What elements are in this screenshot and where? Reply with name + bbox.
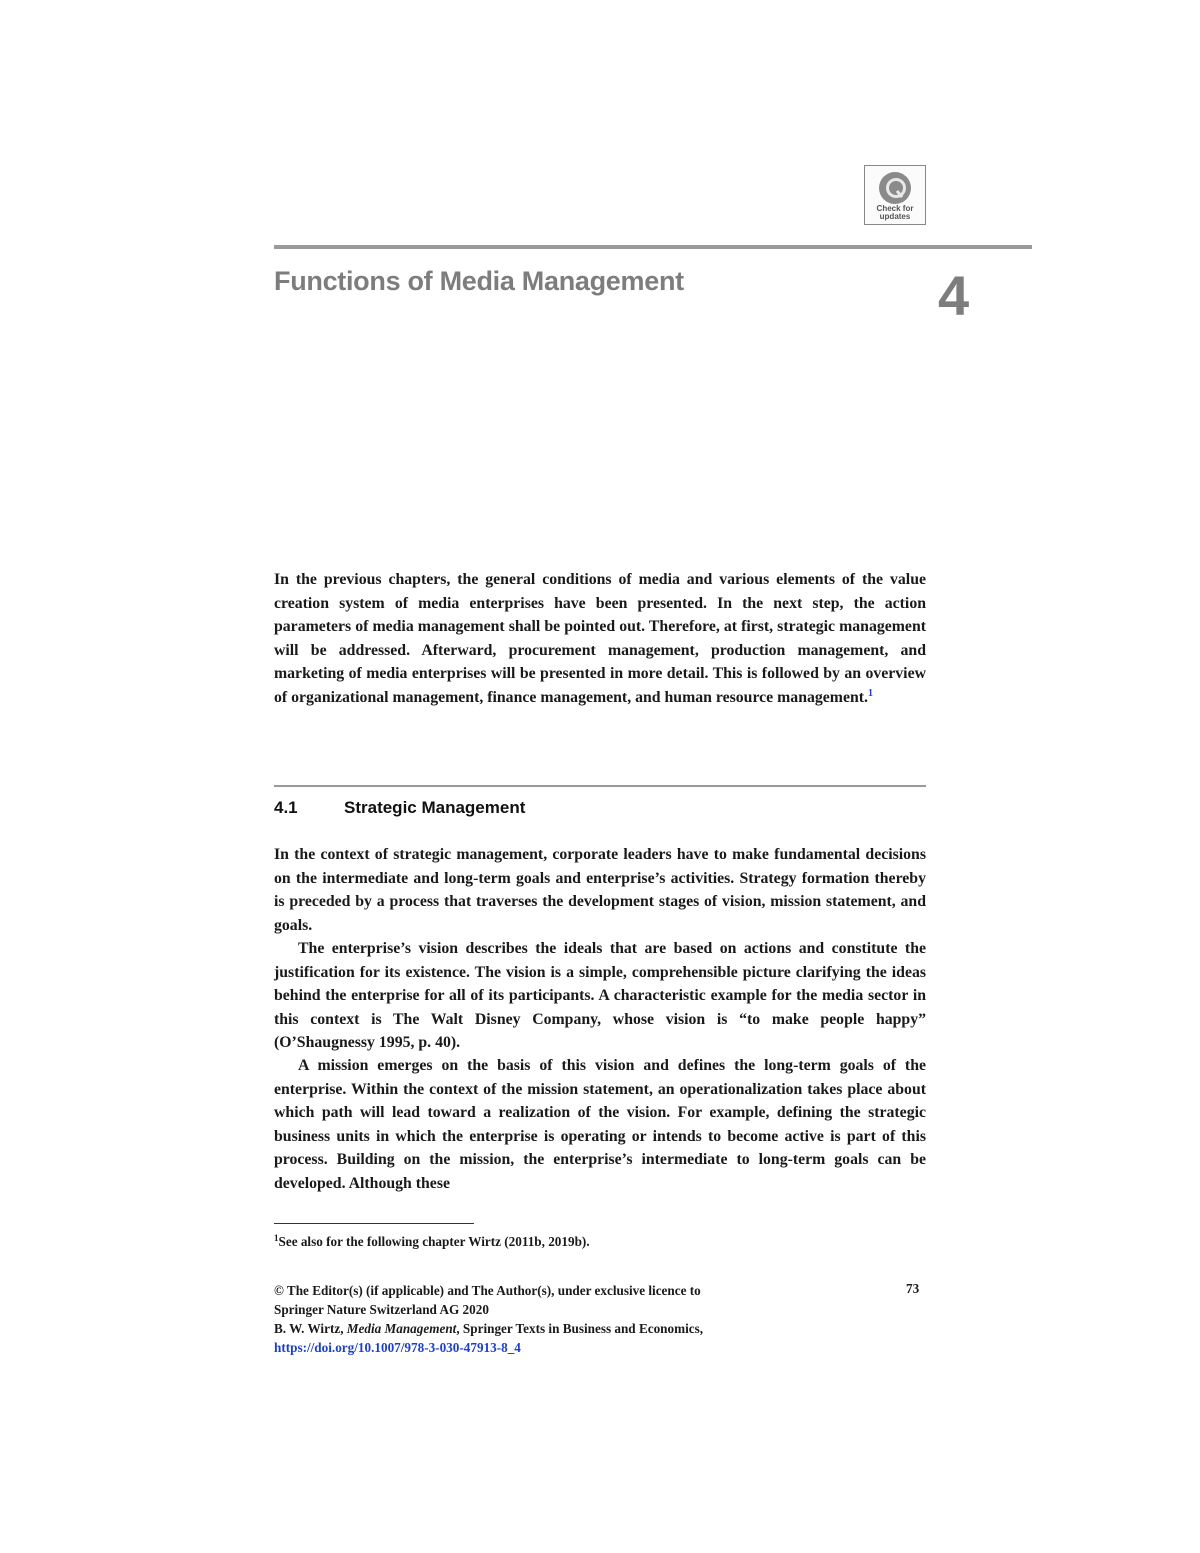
section-rule bbox=[274, 785, 926, 787]
page-number: 73 bbox=[906, 1281, 920, 1296]
footnote bbox=[274, 1234, 590, 1250]
body-paragraph-1: In the context of strategic management, corporate leaders have to make fundamental decisions on the intermediate and long-term goals and enterprise’s activities. Strategy formation thereby is preceded by a process that traverses the development stages of vision, mission statement, and goals. bbox=[274, 846, 926, 934]
chapter-title: Functions of Media Management bbox=[274, 266, 684, 296]
footnote-rule bbox=[274, 1223, 474, 1224]
footnote-reference-link[interactable]: 1 bbox=[867, 687, 873, 699]
footnote-marker: 1 bbox=[274, 1233, 279, 1243]
chapter-top-rule bbox=[274, 245, 1032, 249]
footnote-text: See also for the following chapter Wirtz (2011b, 2019b). bbox=[278, 1234, 590, 1249]
chapter-number: 4 bbox=[938, 264, 970, 327]
copyright-line-2: Springer Nature Switzerland AG 2020 bbox=[274, 1302, 489, 1317]
section-heading bbox=[274, 798, 525, 818]
section-title: Strategic Management bbox=[344, 798, 526, 817]
check-for-updates-icon bbox=[879, 172, 911, 204]
intro-paragraph: In the previous chapters, the general conditions of media and various elements of the value creation system of media enterprises have been presented. In the next step, the action parameters of media management shall be pointed out. Therefore, at first, strategic management will be addressed. Afterward, procurement management, production management, and marketing of media enterprises will be presented in more detail. This is followed by an overview of organizational management, finance management, and human resource management.$^1$ bbox=[274, 571, 926, 706]
section-number: 4.1 bbox=[274, 798, 298, 817]
body-paragraph-2: The enterprise’s vision describes the ideals that are based on actions and constitute the justification for its existence. The vision is a simple, comprehensible picture clarifying the ideas behind the enterprise for all of its participants. A characteristic example for the media sector in this context is The Walt Disney Company, whose vision is “to make people happy” (O’Shaugnessy 1995, p. 40). bbox=[274, 940, 926, 1051]
copyright-block bbox=[274, 1281, 834, 1357]
check-for-updates-badge[interactable] bbox=[864, 165, 926, 225]
citation-line: B. W. Wirtz, Media Management, Springer Texts in Business and Economics, bbox=[274, 1321, 704, 1336]
copyright-line-1: © The Editor(s) (if applicable) and The Author(s), under exclusive licence to bbox=[274, 1283, 701, 1298]
check-for-updates-label: Check for updates bbox=[876, 204, 914, 221]
doi-link[interactable]: https://doi.org/10.1007/978-3-030-47913-8_4 bbox=[274, 1340, 521, 1355]
body-paragraph-3: A mission emerges on the basis of this vision and defines the long-term goals of the enterprise. Within the context of the mission statement, an operationalization takes place about which path will lead toward a realization of the vision. For example, defining the strategic business units in which the enterprise is operating or intends to become active is part of this process. Building on the mission, the enterprise’s intermediate to long-term goals can be developed. Although these bbox=[274, 1057, 926, 1192]
